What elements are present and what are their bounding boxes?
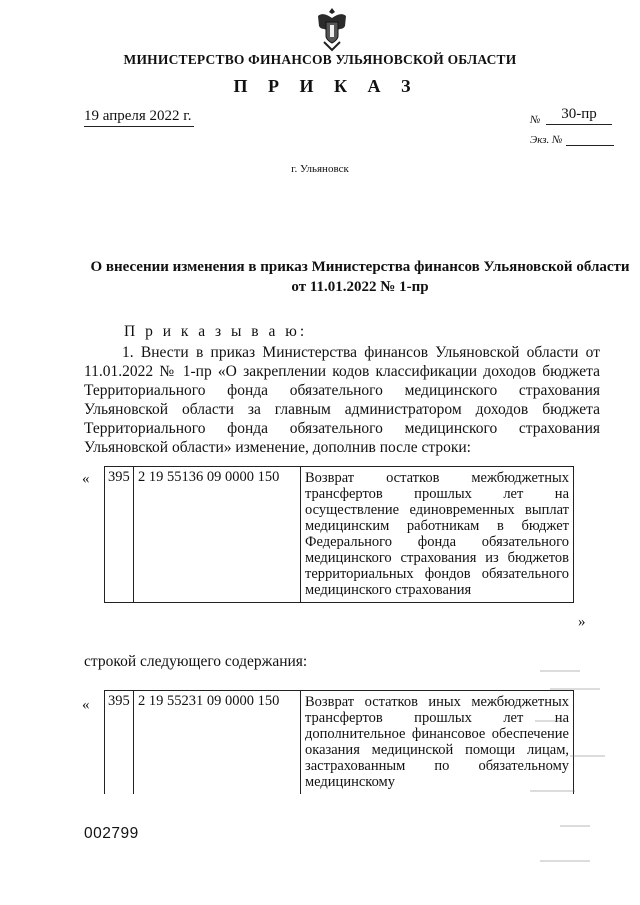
quote-open: « xyxy=(82,697,90,713)
code-table-existing xyxy=(104,466,574,603)
code-table-new xyxy=(104,690,574,794)
admin-code-cell: 395 xyxy=(105,467,134,603)
order-date: 19 апреля 2022 г. xyxy=(84,108,194,127)
order-word: П р и к а з ы в а ю: xyxy=(124,323,308,340)
stamp-ink-marks xyxy=(520,660,620,890)
description-cell xyxy=(301,467,574,603)
document-title: О внесении изменения в приказ Министерства финансов Ульяновской области от 11.01.2022 № 1-пр xyxy=(90,259,630,295)
document-serial: 002799 xyxy=(84,825,139,842)
admin-code-cell: 395 xyxy=(105,691,134,795)
coat-of-arms-icon xyxy=(312,6,352,52)
city: г. Ульяновск xyxy=(291,163,349,175)
quote-close: » xyxy=(578,614,586,630)
document-type: П Р И К А З xyxy=(233,76,419,96)
kbk-cell: 2 19 55231 09 0000 150 xyxy=(134,691,301,795)
copy-number-line xyxy=(566,145,614,146)
quote-open: « xyxy=(82,471,90,487)
copy-number-label: Экз. № xyxy=(530,134,563,146)
after-row-text: строкой следующего содержания: xyxy=(84,653,308,670)
table-row xyxy=(105,467,574,603)
description-text: Возврат остатков иных межбюджетных трансфертов прошлых лет на дополнительное финансовое обеспечение оказания медицинской помощи лицам, застрахованным по обязательному медицинскому xyxy=(305,694,569,790)
table-row xyxy=(105,691,574,795)
kbk-cell: 2 19 55136 09 0000 150 xyxy=(134,467,301,603)
ministry-name: МИНИСТЕРСТВО ФИНАНСОВ УЛЬЯНОВСКОЙ ОБЛАСТИ xyxy=(123,52,517,67)
paragraph-1: 1. Внести в приказ Министерства финансов Ульяновской области от 11.01.2022 № 1-пр «О закреплении кодов классификации доходов бюджета Территориального фонда обязательного медицинского страхования Ульяновской области за главным администратором доходов бюджета Территориального фонда обязательного медицинского страхования Ульяновской области» изменение, дополнив после строки: xyxy=(84,344,600,456)
description-text: Возврат остатков межбюджетных трансфертов прошлых лет на осуществление единовременных выплат медицинским работникам в бюджет Федерального фонда обязательного медицинского страхования из бюджетов территориальных фондов обязательного медицинского страхования xyxy=(305,470,569,598)
order-number: 30-пр xyxy=(546,106,612,125)
number-prefix: № xyxy=(530,114,541,126)
